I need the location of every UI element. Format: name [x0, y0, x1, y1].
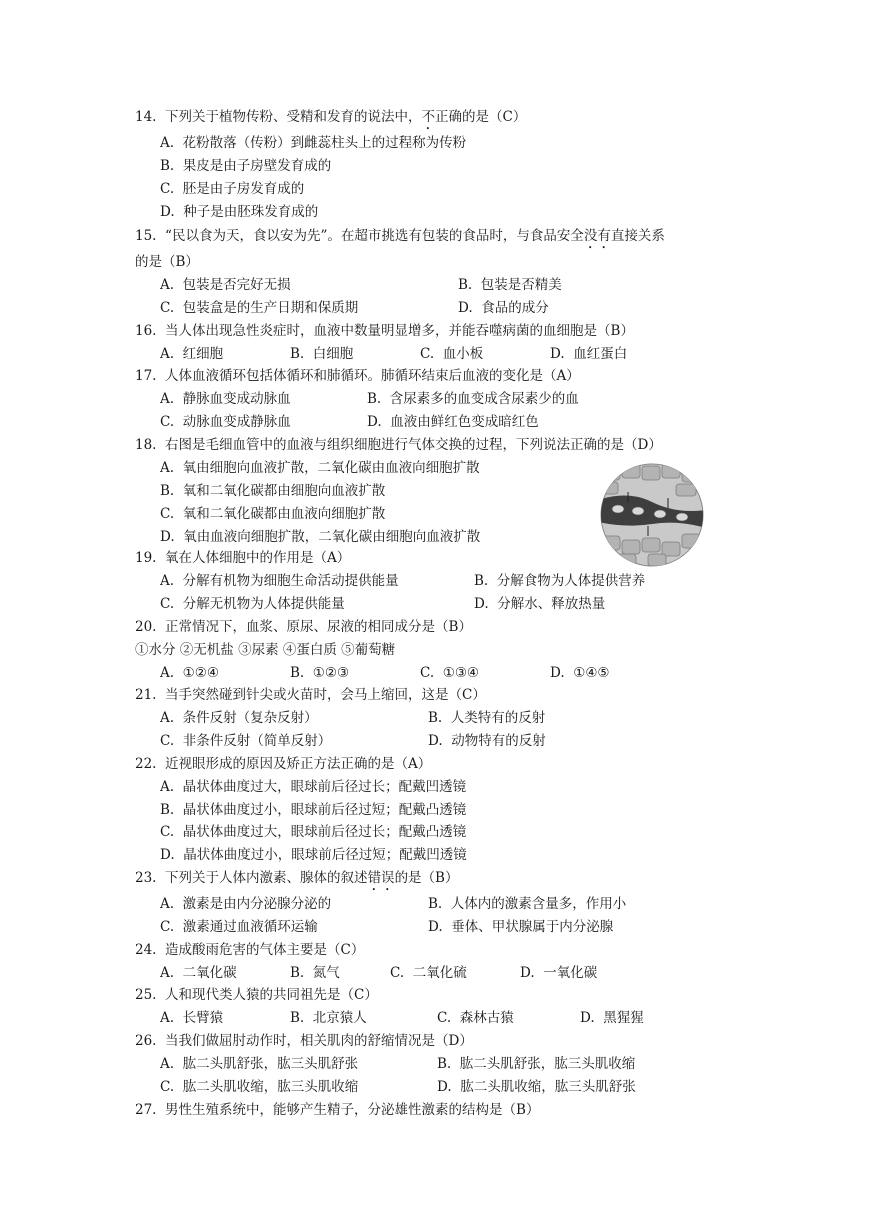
- q18-option-c: C. 氧和二氧化碳都由血液向细胞扩散: [160, 506, 386, 522]
- q18-option-b: B. 氧和二氧化碳都由细胞向血液扩散: [160, 483, 386, 499]
- q23-option-c: C. 激素通过血液循环运输: [160, 919, 318, 935]
- stem-text: 正确的是（C）: [435, 109, 527, 125]
- q20-option-d: D. ①④⑤: [550, 665, 610, 681]
- question-19-stem: 19. 氧在人体细胞中的作用是（A）: [135, 550, 351, 566]
- q20-option-c: C. ①③④: [420, 665, 480, 681]
- question-24-stem: 24. 造成酸雨危害的气体主要是（C）: [135, 942, 365, 958]
- q26-option-b: B. 肱二头肌舒张，肱三头肌收缩: [437, 1056, 636, 1072]
- q26-option-a: A. 肱二头肌舒张，肱三头肌舒张: [160, 1056, 359, 1072]
- q21-option-c: C. 非条件反射（简单反射）: [160, 733, 332, 749]
- q25-option-a: A. 长臂猿: [160, 1010, 224, 1026]
- q14-option-c: C. 胚是由子房发育成的: [160, 181, 305, 197]
- q17-option-b: B. 含尿素多的血变成含尿素少的血: [367, 391, 579, 407]
- q23-option-a: A. 激素是由内分泌腺分泌的: [160, 896, 332, 912]
- q15-option-c: C. 包装盒是的生产日期和保质期: [160, 300, 359, 316]
- question-27-stem: 27. 男性生殖系统中，能够产生精子，分泌雄性激素的结构是（B）: [135, 1102, 540, 1118]
- q24-option-c: C. 二氧化硫: [390, 965, 467, 981]
- question-21-stem: 21. 当手突然碰到针尖或火苗时，会马上缩回，这是（C）: [135, 687, 486, 703]
- q20-option-a: A. ①②④: [160, 665, 219, 681]
- question-22-stem: 22. 近视眼形成的原因及矫正方法正确的是（A）: [135, 756, 432, 772]
- q21-option-b: B. 人类特有的反射: [428, 710, 546, 726]
- q15-option-a: A. 包装是否完好无损: [160, 277, 291, 293]
- question-23-stem: [135, 869, 458, 894]
- emphasis-text: 没有: [583, 228, 611, 244]
- stem-text: 23. 下列关于人体内激素、腺体的叙述: [135, 870, 368, 886]
- q25-option-c: C. 森林古猿: [437, 1010, 514, 1026]
- question-18-stem: 18. 右图是毛细血管中的血液与组织细胞进行气体交换的过程，下列说法正确的是（D）: [135, 437, 662, 453]
- q26-option-d: D. 肱二头肌收缩，肱三头肌舒张: [437, 1079, 636, 1095]
- q19-option-b: B. 分解食物为人体提供营养: [474, 573, 646, 589]
- stem-text: 14. 下列关于植物传粉、受精和发育的说法中，: [135, 109, 422, 125]
- q25-option-d: D. 黑猩猩: [580, 1010, 644, 1026]
- q22-option-a: A. 晶状体曲度过大，眼球前后径过长；配戴凹透镜: [160, 779, 467, 795]
- question-25-stem: 25. 人和现代类人猿的共同祖先是（C）: [135, 987, 378, 1003]
- q19-option-a: A. 分解有机物为细胞生命活动提供能量: [160, 573, 399, 589]
- q24-option-d: D. 一氧化碳: [520, 965, 598, 981]
- q24-option-a: A. 二氧化碳: [160, 965, 237, 981]
- q23-option-d: D. 垂体、甲状腺属于内分泌腺: [428, 919, 614, 935]
- q26-option-c: C. 肱二头肌收缩，肱三头肌收缩: [160, 1079, 359, 1095]
- stem-text: 直接关系: [610, 228, 665, 244]
- q15-option-b: B. 包装是否精美: [458, 277, 562, 293]
- question-16-stem: 16. 当人体出现急性炎症时，血液中数量明显增多，并能吞噬病菌的血细胞是（B）: [135, 323, 634, 339]
- q14-option-b: B. 果皮是由子房壁发育成的: [160, 158, 332, 174]
- question-17-stem: 17. 人体血液循环包括体循环和肺循环。肺循环结束后血液的变化是（A）: [135, 368, 580, 384]
- q21-option-d: D. 动物特有的反射: [428, 733, 546, 749]
- q14-option-a: A. 花粉散落（传粉）到雌蕊柱头上的过程称为传粉: [160, 135, 467, 151]
- q17-option-d: D. 血液由鲜红色变成暗红色: [367, 414, 539, 430]
- q22-option-d: D. 晶状体曲度过小，眼球前后径过短；配戴凹透镜: [160, 847, 467, 863]
- question-20-stem: 20. 正常情况下，血浆、原尿、尿液的相同成分是（B）: [135, 619, 472, 635]
- stem-text: 的是（B）: [394, 870, 459, 886]
- capillary-diagram-svg: [598, 462, 706, 568]
- q15-option-d: D. 食品的成分: [458, 300, 549, 316]
- q16-option-d: D. 血红蛋白: [550, 346, 628, 362]
- q19-option-c: C. 分解无机物为人体提供能量: [160, 596, 345, 612]
- q24-option-b: B. 氮气: [290, 965, 340, 981]
- q19-option-d: D. 分解水、释放热量: [474, 596, 606, 612]
- q16-option-a: A. 红细胞: [160, 346, 224, 362]
- capillary-gas-exchange-diagram-icon: [598, 462, 706, 568]
- q22-option-b: B. 晶状体曲度过小，眼球前后径过短；配戴凸透镜: [160, 802, 467, 818]
- q23-option-b: B. 人体内的激素含量多，作用小: [428, 896, 627, 912]
- q25-option-b: B. 北京猿人: [290, 1010, 367, 1026]
- q21-option-a: A. 条件反射（复杂反射）: [160, 710, 318, 726]
- question-26-stem: 26. 当我们做屈肘动作时，相关肌肉的舒缩情况是（D）: [135, 1033, 473, 1049]
- q20-option-b: B. ①②③: [290, 665, 350, 681]
- question-14-stem: [135, 108, 526, 133]
- emphasis-text: 错误: [367, 870, 395, 886]
- q17-option-c: C. 动脉血变成静脉血: [160, 414, 291, 430]
- q17-option-a: A. 静脉血变成动脉血: [160, 391, 291, 407]
- emphasis-text: 不: [421, 109, 436, 125]
- question-15-stem-cont: 的是（B）: [135, 254, 199, 270]
- q18-option-a: A. 氧由细胞向血液扩散，二氧化碳由血液向细胞扩散: [160, 460, 480, 476]
- question-20-items: ①水分 ②无机盐 ③尿素 ④蛋白质 ⑤葡萄糖: [135, 642, 396, 658]
- q16-option-b: B. 白细胞: [290, 346, 354, 362]
- question-15-stem: [135, 227, 665, 252]
- q14-option-d: D. 种子是由胚珠发育成的: [160, 204, 319, 220]
- q18-option-d: D. 氧由血液向细胞扩散，二氧化碳由细胞向血液扩散: [160, 529, 481, 545]
- stem-text: 15. “民以食为天，食以安为先”。在超市挑选有包装的食品时，与食品安全: [135, 228, 584, 244]
- q16-option-c: C. 血小板: [420, 346, 484, 362]
- q22-option-c: C. 晶状体曲度过大，眼球前后径过长；配戴凸透镜: [160, 824, 467, 840]
